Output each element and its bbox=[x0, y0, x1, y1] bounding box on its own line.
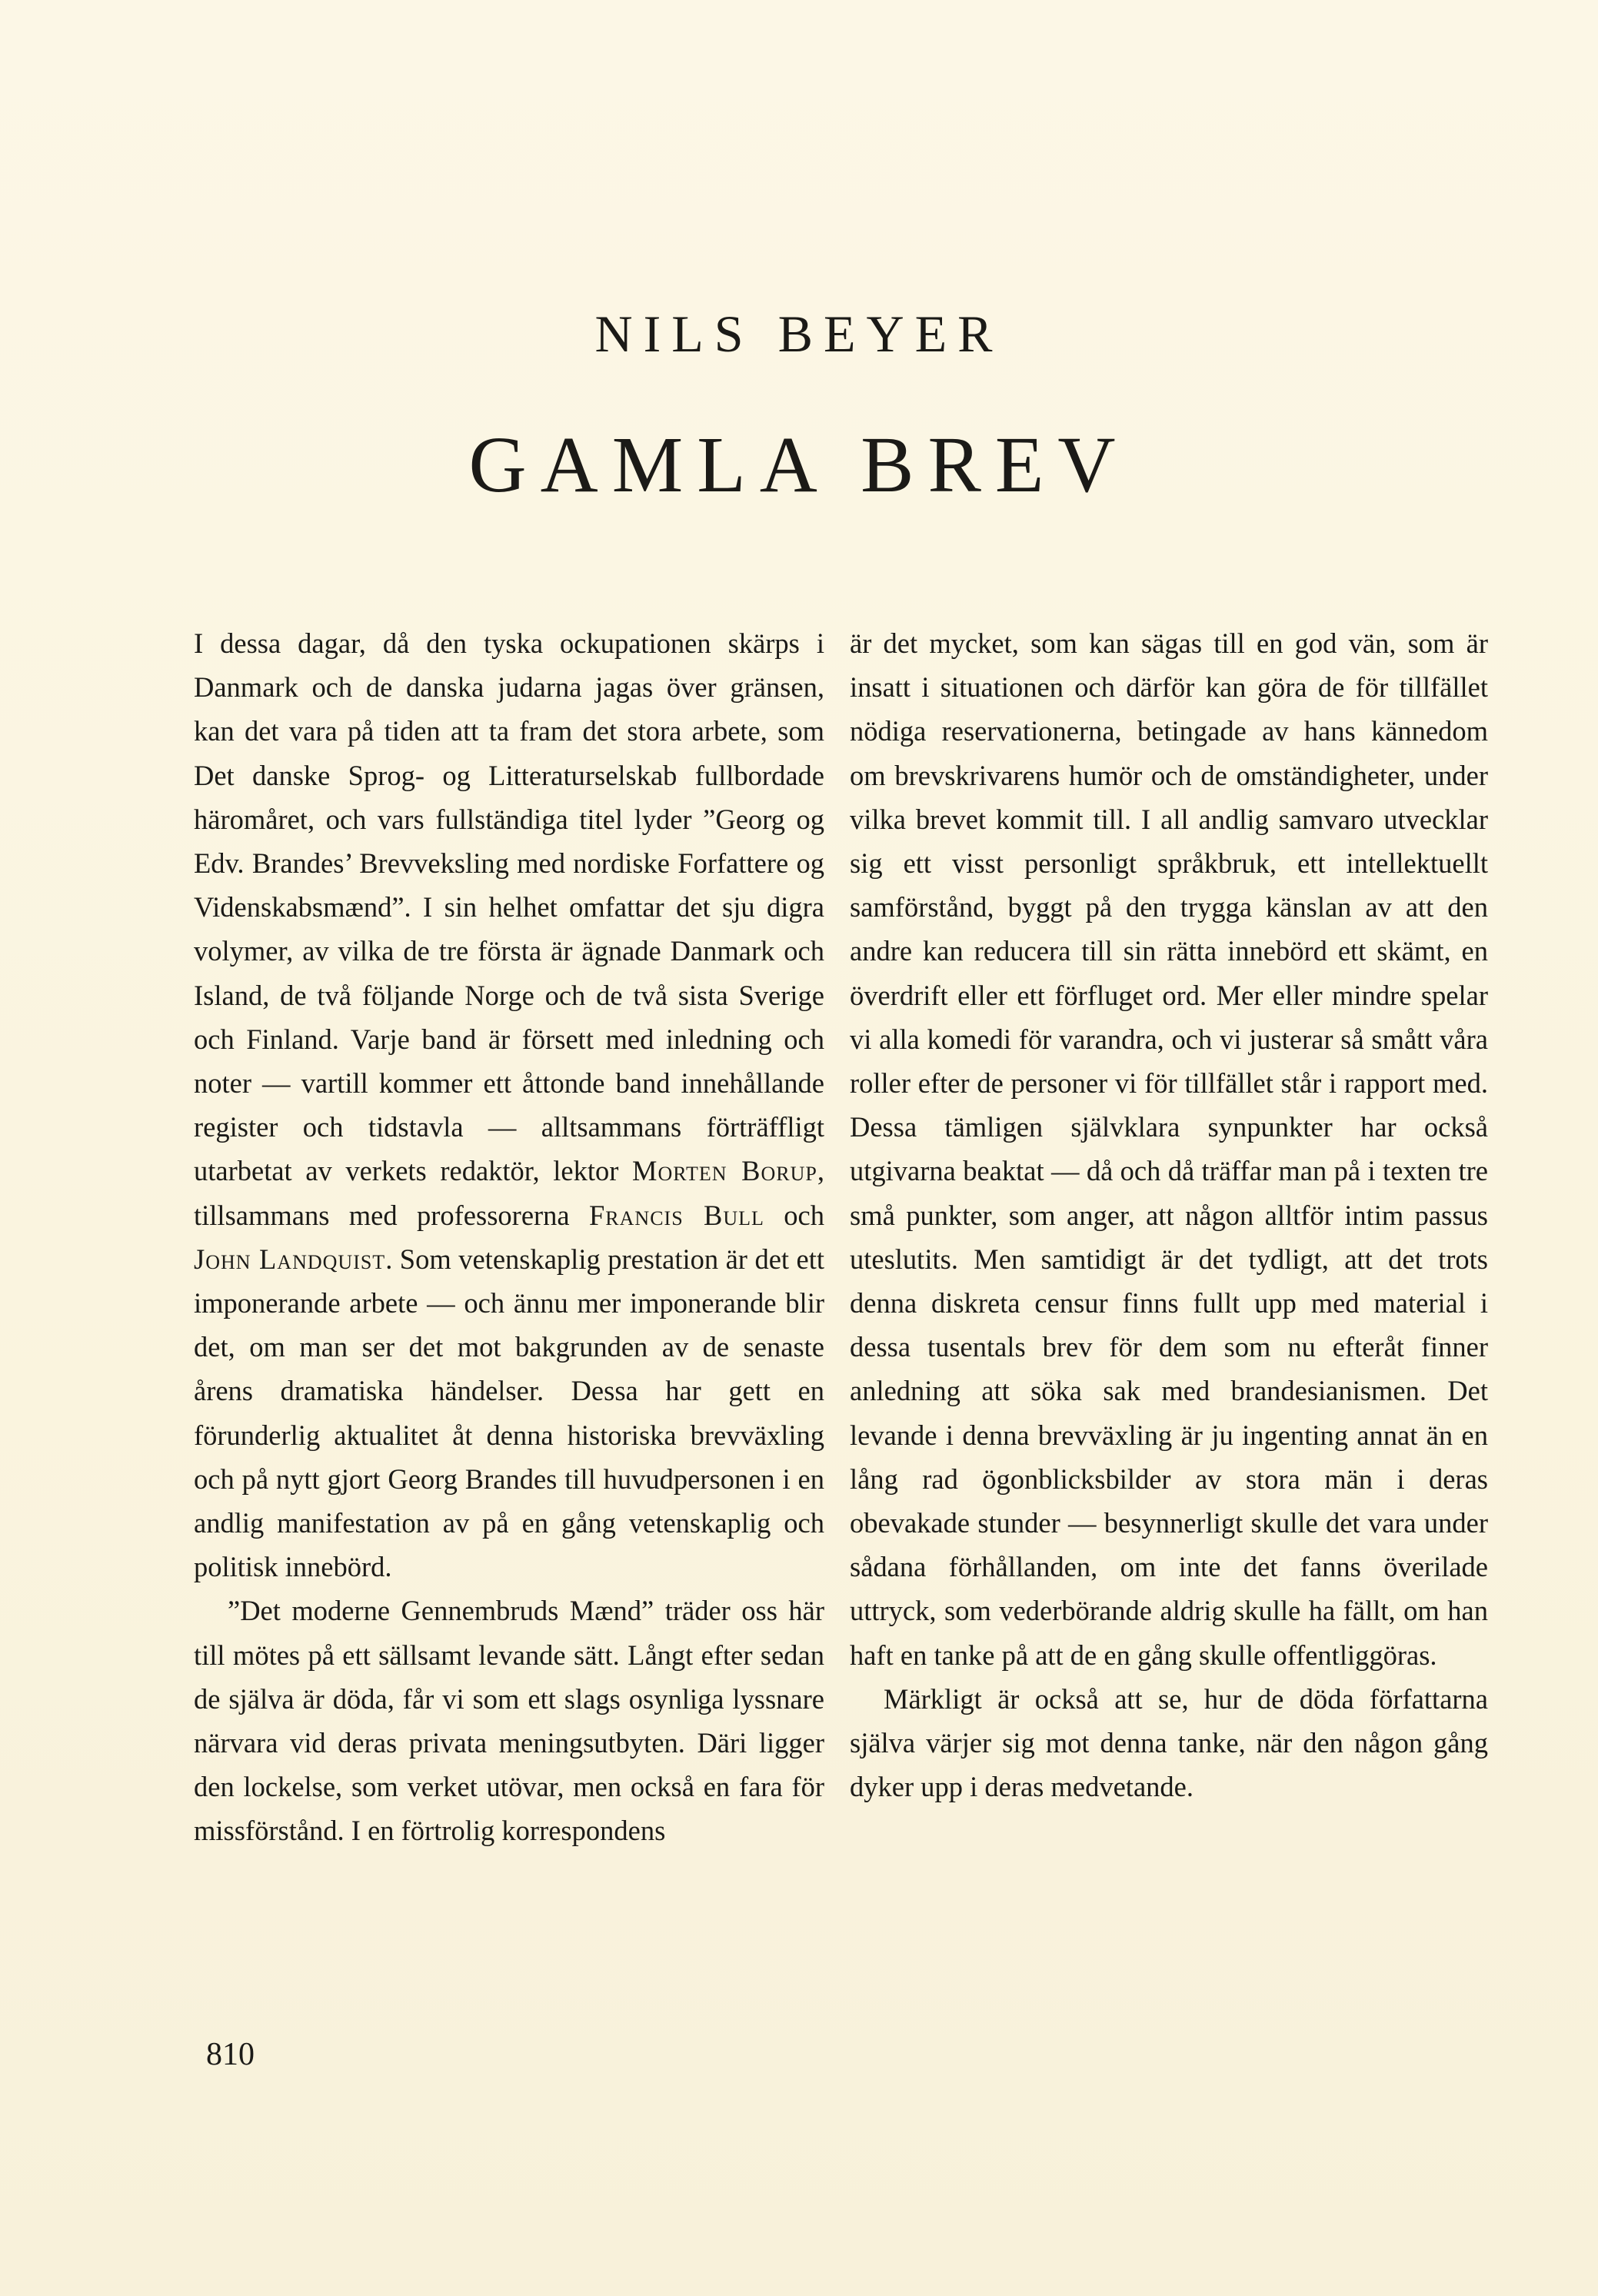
left-paragraph-1 bbox=[194, 621, 824, 1589]
right-paragraph-2: Märkligt är också att se, hur de döda författarna själva värjer sig mot denna tanke, när den någon gång dyker upp i deras medvetande. bbox=[850, 1682, 1488, 1803]
left-paragraph-1-text-a: I dessa dagar, då den tyska ockupationen skärps i Danmark och de danska judarna jagas över gränsen, kan det vara på tiden att ta fram det stora arbete, som Det danske Sprog- og Litteraturselskab fullbordade häromåret, och vars fullständiga titel lyder ”Georg og Edv. Brandes’ Brevveksling med nordiske Forfattere og Videnskabsmænd”. I sin helhet omfattar det sju digra volymer, av vilka de tre första är ägnade Danmark och Island, de två följande Norge och de två sista Sverige och Finland. Varje band är försett med inledning och noter — vartill kommer ett åttonde band innehållande register och tidstavla — alltsammans förträffligt utarbetat av verkets redaktör, lektor bbox=[194, 627, 824, 1187]
author-name: NILS BEYER bbox=[594, 304, 1004, 363]
left-paragraph-1-text-b: , tillsammans med professorerna bbox=[194, 1155, 824, 1231]
page-number: 810 bbox=[206, 2037, 255, 2072]
left-paragraph-1-text-d: . Som vetenskaplig prestation är det ett imponerande arbete — och ännu mer imponerande blir det, om man ser det mot bakgrunden av de senaste årens dramatiska händelser. Dessa har gett en förunderlig aktualitet åt denna historiska brevväxling och på nytt gjort Georg Brandes till huvudpersonen i en andlig manifestation av på en gång vetenskaplig och politisk innebörd. bbox=[194, 1243, 825, 1583]
name-francis-bull: Francis Bull bbox=[589, 1199, 764, 1231]
right-paragraph-1: är det mycket, som kan sägas till en god vän, som är insatt i situationen och därför kan göra de för tillfället nödiga reservationerna, betingade av hans kännedom om brevskrivarens humör och de omständigheter, under vilka brevet kommit till. I all andlig samvaro utvecklar sig ett visst personligt språkbruk, ett intellektuellt samförstånd, byggt på den trygga känslan av att den andre kan reducera till sin rätta innebörd ett skämt, en överdrift eller ett förfluget ord. Mer eller mindre spelar vi alla komedi för varandra, och vi justerar så smått våra roller efter de personer vi för tillfället står i rapport med. Dessa tämligen självklara synpunkter har också utgivarna beaktat — då och då träffar man på i texten tre små punkter, som anger, att någon alltför intim passus uteslutits. Men samtidigt är det tydligt, att det trots denna diskreta censur finns fullt upp med material i dessa tusentals brev för dem som nu efteråt finner anledning att söka sak med brandesianismen. Det levande i denna brevväxling är ju ingenting annat än en lång rad ögonblicksbilder av stora män i deras obevakade stunder — besynnerligt skulle det vara under sådana förhållanden, om inte det fanns överilade uttryck, som vederbörande aldrig skulle ha fällt, om han haft en tanke på att de en gång skulle offentliggöras. bbox=[850, 627, 1488, 1671]
article-title: GAMLA BREV bbox=[468, 421, 1130, 509]
name-john-landquist: John Landquist bbox=[194, 1243, 386, 1275]
left-paragraph-2: ”Det moderne Gennembruds Mænd” träder oss här till mötes på ett sällsamt levande sätt. Långt efter sedan de själva är döda, får vi som ett slags osynliga lyssnare närvara vid deras privata meningsutbyten. Däri ligger den lockelse, som verket utövar, men också en fara för missförstånd. I en förtrolig korrespondens bbox=[194, 1595, 824, 1847]
left-column bbox=[194, 621, 824, 1853]
left-paragraph-1-text-c: och bbox=[764, 1199, 824, 1231]
name-morten-borup: Morten Borup bbox=[632, 1155, 817, 1187]
right-column bbox=[850, 621, 1488, 1809]
